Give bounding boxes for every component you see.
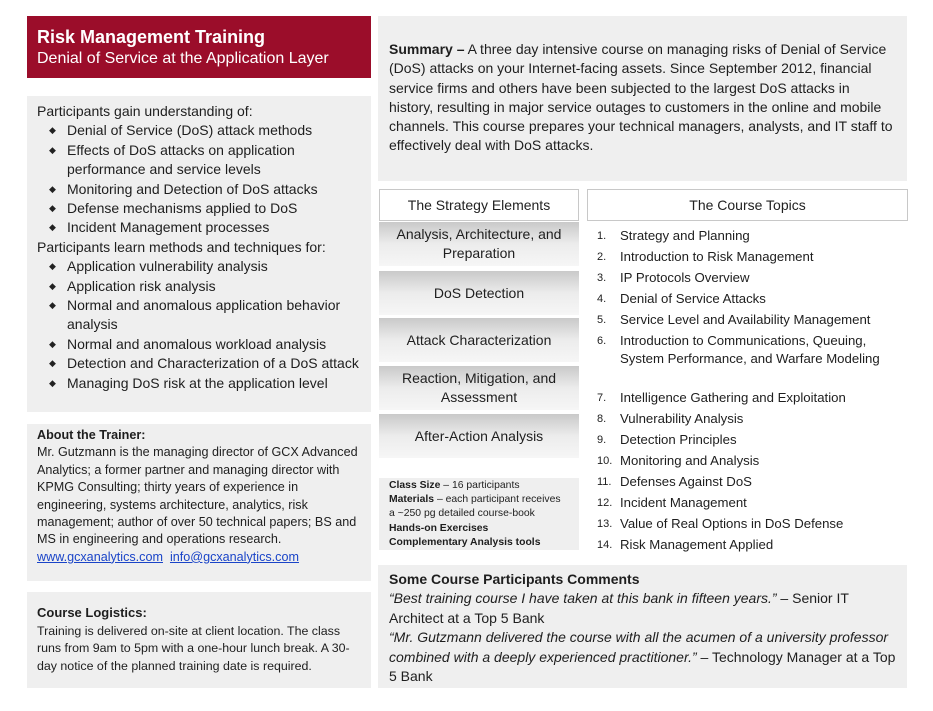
topic-item xyxy=(587,494,908,513)
class-size-label: Class Size xyxy=(389,480,441,491)
summary-panel xyxy=(378,16,907,181)
topic-number: 10. xyxy=(597,455,613,467)
topic-number: 11. xyxy=(597,476,612,488)
tools xyxy=(389,536,569,550)
list-item: ◆ Detection and Characterization of a DoS attack xyxy=(37,354,361,373)
logistics-heading: Course Logistics: xyxy=(37,605,147,620)
logistics-text: Training is delivered on-site at client location. The class runs from 9am to 5pm with a one-hour lunch break. A 30-day notice of the planned training date is required. xyxy=(37,624,350,673)
topic-label: Service Level and Availability Management xyxy=(620,312,871,327)
methods-list xyxy=(37,257,361,393)
list-item: ◆ Application risk analysis xyxy=(37,277,361,296)
topic-number: 7. xyxy=(597,392,607,404)
comment-author: – Senior IT Architect at a Top 5 Bank xyxy=(389,590,849,626)
page-subtitle: Denial of Service at the Application Layer xyxy=(37,50,329,67)
topic-label: Defenses Against DoS xyxy=(620,474,752,489)
comments-heading: Some Course Participants Comments xyxy=(389,571,640,587)
topic-number: 5. xyxy=(597,314,607,326)
strategy-item: After-Action Analysis xyxy=(379,414,579,458)
topic-item xyxy=(587,269,908,288)
topic-item xyxy=(587,389,908,408)
class-size xyxy=(389,479,569,493)
topics-list xyxy=(587,226,908,556)
trainer-bio: Mr. Gutzmann is the managing director of GCX Advanced Analytics; a former partner and managing director with KPMG Consulting; thirty years of experience in engineering, systems architecture, analytics, risk management; author of over 50 technical papers; BS and MS in engineering and operations research. xyxy=(37,445,358,547)
topic-item xyxy=(587,410,908,429)
topic-label: IP Protocols Overview xyxy=(620,270,750,285)
topic-label: Detection Principles xyxy=(620,432,737,447)
list-item: ◆ Monitoring and Detection of DoS attacks xyxy=(37,180,361,199)
topic-item xyxy=(587,452,908,471)
topic-item xyxy=(587,227,908,246)
topic-item xyxy=(587,473,908,492)
summary-label: Summary – xyxy=(389,41,465,57)
tools-label: Complementary Analysis tools xyxy=(389,536,541,548)
email-link[interactable]: info@gcxanalytics.com xyxy=(169,549,299,564)
topic-label: Strategy and Planning xyxy=(620,228,750,243)
topic-item xyxy=(587,290,908,309)
website-link[interactable]: www.gcxanalytics.com xyxy=(37,549,163,564)
topic-number: 13. xyxy=(597,518,613,530)
comment-quote: “Best training course I have taken at this bank in fifteen years.” xyxy=(389,590,777,607)
list-item: ◆ Normal and anomalous application behavior analysis xyxy=(37,296,361,335)
topic-item xyxy=(587,248,908,267)
learning-objectives-panel xyxy=(27,96,371,412)
comment-1 xyxy=(389,589,896,628)
topic-label: Intelligence Gathering and Exploitation xyxy=(620,390,846,405)
understanding-list xyxy=(37,121,361,237)
topic-item xyxy=(587,332,908,367)
topic-number: 12. xyxy=(597,497,613,509)
class-info-panel xyxy=(379,478,579,550)
topic-label: Introduction to Risk Management xyxy=(620,249,814,264)
topic-label: Monitoring and Analysis xyxy=(620,453,760,468)
topic-item xyxy=(587,515,908,534)
list-item: ◆ Normal and anomalous workload analysis xyxy=(37,335,361,354)
topics-header: The Course Topics xyxy=(587,189,908,221)
list-item: ◆ Defense mechanisms applied to DoS xyxy=(37,199,361,218)
topic-label: Value of Real Options in DoS Defense xyxy=(620,516,844,531)
topic-item xyxy=(587,431,908,450)
title-banner xyxy=(27,16,371,78)
topic-label: Risk Management Applied xyxy=(620,537,774,552)
trainer-heading: About the Trainer: xyxy=(37,428,146,442)
trainer-panel xyxy=(27,424,371,581)
topic-label: Denial of Service Attacks xyxy=(620,291,766,306)
strategy-item: DoS Detection xyxy=(379,271,579,315)
strategy-item: Analysis, Architecture, and Preparation xyxy=(379,222,579,266)
comment-2 xyxy=(389,628,896,686)
list-item: ◆ Incident Management processes xyxy=(37,218,361,237)
methods-intro: Participants learn methods and techniques for: xyxy=(37,238,326,255)
understanding-intro: Participants gain understanding of: xyxy=(37,103,253,119)
topic-number: 14. xyxy=(597,539,613,551)
materials xyxy=(389,493,569,521)
exercises xyxy=(389,522,569,536)
strategy-header: The Strategy Elements xyxy=(379,189,579,221)
exercises-label: Hands-on Exercises xyxy=(389,522,489,534)
comments-panel xyxy=(378,565,907,688)
logistics-panel xyxy=(27,592,371,688)
topic-number: 3. xyxy=(597,272,607,284)
list-item: ◆ Denial of Service (DoS) attack methods xyxy=(37,121,361,140)
comment-quote: “Mr. Gutzmann delivered the course with all the acumen of a university professor combined with a deeply experienced practitioner.” xyxy=(389,629,889,665)
topic-number: 2. xyxy=(597,251,607,263)
materials-value: – each participant receives a ~250 pg detailed course-book xyxy=(389,494,561,520)
class-size-value: – 16 participants xyxy=(440,480,520,491)
topic-number: 9. xyxy=(597,434,607,446)
strategy-item: Attack Characterization xyxy=(379,318,579,362)
materials-label: Materials xyxy=(389,494,435,506)
topic-label: Vulnerability Analysis xyxy=(620,411,744,426)
topic-label: Incident Management xyxy=(620,495,747,510)
topic-item xyxy=(587,536,908,555)
comment-author: – Technology Manager at a Top 5 Bank xyxy=(389,648,896,685)
list-item: ◆ Managing DoS risk at the application level xyxy=(37,374,361,393)
trainer-links xyxy=(37,549,361,566)
topic-number: 1. xyxy=(597,230,607,242)
list-item: ◆ Application vulnerability analysis xyxy=(37,257,361,276)
strategy-item: Reaction, Mitigation, and Assessment xyxy=(379,366,579,410)
topic-number: 6. xyxy=(597,335,607,347)
topic-number: 4. xyxy=(597,293,607,305)
summary-text: A three day intensive course on managing risks of Denial of Service (DoS) attacks on your Internet-facing assets. Since September 2012, financial service firms and others have been subjected to the largest DoS attacks in history, resulting in major service outages to customers in the online and mobile channels. This course prepares your technical managers, analysts, and IT staff to effectively deal with DoS attacks. xyxy=(389,41,893,154)
topic-label: Introduction to Communications, Queuing, System Performance, and Warfare Modeling xyxy=(620,333,880,366)
topic-item xyxy=(587,311,908,330)
page-title: Risk Management Training xyxy=(37,27,266,47)
list-item: ◆ Effects of DoS attacks on application performance and service levels xyxy=(37,141,361,180)
topic-number: 8. xyxy=(597,413,607,425)
